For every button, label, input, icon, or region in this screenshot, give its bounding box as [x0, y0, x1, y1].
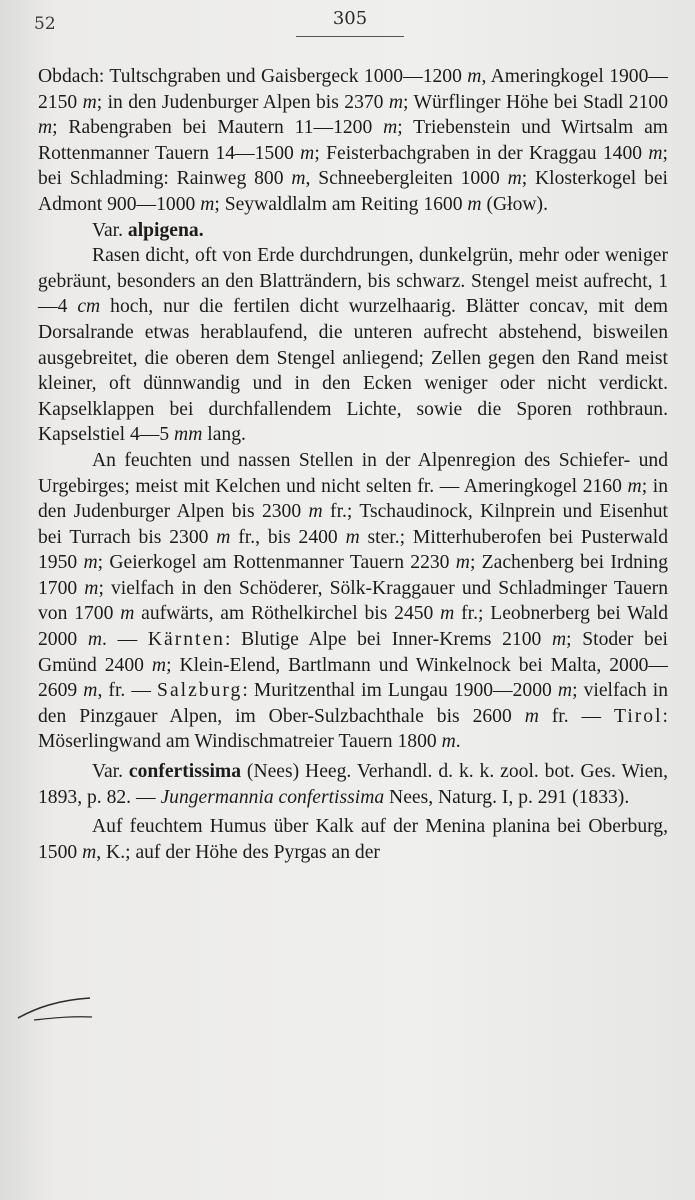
text-run: ; Rabengraben bei Mautern 11—1200	[52, 117, 384, 139]
text-run: , K.; auf der Höhe des Pyrgas an der	[96, 841, 380, 863]
text-run: m	[200, 193, 215, 215]
text-run: m	[627, 475, 642, 497]
text-run: m	[648, 142, 663, 164]
text-run: : Möserlingwand am Windischmatreier Tauern 1800	[38, 705, 668, 753]
text-run: m	[455, 552, 470, 574]
text-run: alpigena.	[127, 219, 204, 241]
text-run: ; vielfach in den Pinzgauer Alpen, im Ober-Sulzbachthale bis 2600	[38, 680, 669, 727]
paragraph-locality-list	[38, 64, 668, 218]
corner-number: 52	[34, 14, 56, 34]
text-run: m	[383, 117, 398, 139]
paragraph-var-alpigena-description	[38, 243, 668, 448]
text-run: ; Geierkogel am Rottenmanner Tauern 2230	[97, 552, 456, 574]
text-run: , Schneebergleiten 1000	[305, 168, 508, 190]
text-run: Nees, Naturg. I, p. 291 (1833).	[384, 786, 630, 808]
text-run: ; vielfach in den Schöderer, Sölk-Kraggauer und Schladminger Tauern von 1700	[38, 577, 668, 625]
text-run: m	[507, 168, 522, 190]
text-run: ; Klosterkogel bei Admont 900—1000	[38, 168, 669, 215]
text-run: An feuchten und nassen Stellen in der Alpenregion des Schiefer- und Urgebirges; meist mit Kelchen und nicht selten fr. — Ameringkogel 2160	[38, 449, 668, 497]
text-run: ; in den Judenburger Alpen bis 2370	[96, 91, 389, 113]
text-run: Kärnten	[147, 629, 225, 651]
paragraph-confertissima-habitat	[38, 814, 668, 865]
text-run: Tirol	[614, 705, 663, 727]
text-run: m	[551, 629, 567, 651]
text-run: ; Stoder bei Gmünd 2400	[38, 629, 668, 676]
text-run: m	[308, 501, 323, 523]
text-run: confertissima	[128, 761, 242, 783]
text-run: , fr. —	[97, 680, 158, 702]
text-run: m	[467, 66, 482, 87]
text-run: ; Zachenberg bei Irdning 1700	[38, 552, 668, 599]
pen-annotation-mark	[14, 992, 114, 1032]
text-run: m	[441, 731, 456, 753]
text-run: m	[524, 705, 539, 727]
text-run: m	[216, 526, 231, 548]
text-run: fr.; Leobnerberg bei Wald 2000	[38, 603, 669, 651]
body-text	[38, 64, 668, 865]
text-run: aufwärts, am Röthelkirchel bis 2450	[134, 603, 441, 625]
text-run: cm	[77, 296, 101, 318]
text-run: mm	[174, 424, 203, 446]
text-run: , Ameringkogel 1900—2150	[38, 66, 668, 113]
page-number-rule	[296, 36, 404, 37]
text-run: ; Klein-Elend, Bartlmann und Winkelnock bei Malta, 2000—2609	[38, 654, 669, 702]
text-run: ster.; Mitterhuberofen bei Pusterwald 1950	[38, 526, 668, 574]
text-run: m	[388, 91, 404, 113]
text-run: Var.	[92, 761, 129, 783]
text-run: fr. —	[538, 705, 615, 727]
text-run: m	[120, 603, 135, 625]
text-run: m	[82, 91, 97, 113]
text-run: fr., bis 2400	[230, 526, 346, 548]
text-run: ; Seywaldlalm am Reiting 1600	[214, 193, 468, 215]
paragraph-var-alpigena-habitat	[38, 448, 668, 755]
text-run: (Nees) Heeg. Verhandl. d. k. k. zool. bot. Ges. Wien, 1893, p. 82. —	[38, 761, 668, 808]
text-run: Var.	[92, 219, 128, 241]
text-run: lang.	[202, 424, 246, 446]
text-run: m	[83, 680, 98, 702]
text-run: m	[300, 142, 315, 164]
text-run: m	[82, 841, 97, 863]
paragraph-var-alpigena-heading	[38, 218, 668, 244]
text-run: fr.; Tschaudinock, Kilnprein und Eisenhut bei Turrach bis 2300	[38, 501, 668, 548]
text-run: Obdach: Tultschgraben und Gaisbergeck 1000—1200	[38, 66, 468, 87]
text-run: ; bei Schladming: Rainweg 800	[38, 142, 668, 190]
text-run: hoch, nur die fertilen dicht wurzelhaarig. Blätter concav, mit dem Dorsalrande etwas herablaufend, die unteren aufrecht abstehend, bisweilen ausgebreitet, die oberen dem Stengel anliegend; Zellen gegen den Rand meist kleiner, oft dünnwandig und in den Ecken weniger oder nicht verdickt. Kapselklappen bei durchfallendem Lichte, sowie die Sporen rothbraun. Kapselstiel 4—5	[38, 296, 668, 446]
text-run: .	[455, 731, 461, 753]
text-run: m	[84, 577, 99, 599]
text-run: m	[557, 680, 573, 702]
page-number: 305	[332, 8, 368, 29]
text-run: Jungermannia confertissima	[160, 786, 385, 808]
text-run: (Głow).	[481, 193, 548, 215]
text-run: m	[83, 552, 98, 574]
text-run: ; Triebenstein und Wirtsalm am Rottenmanner Tauern 14—1500	[38, 117, 669, 164]
text-run: : Muritzenthal im Lungau 1900—2000	[242, 680, 558, 702]
text-run: Auf feuchtem Humus über Kalk auf der Menina planina bei Oberburg, 1500	[38, 816, 668, 863]
text-run: m	[87, 629, 103, 651]
paragraph-var-confertissima	[38, 759, 668, 810]
text-run: m	[38, 117, 53, 139]
text-run: ; in den Judenburger Alpen bis 2300	[38, 475, 668, 523]
text-run: m	[291, 168, 306, 190]
text-run: ; Würflinger Höhe bei Stadl 2100	[403, 91, 668, 113]
text-run: Salzburg	[157, 680, 243, 702]
text-run: m	[345, 526, 360, 548]
text-run: : Blutige Alpe bei Inner-Krems 2100	[224, 629, 552, 651]
text-run: . —	[102, 629, 148, 651]
text-run: ; Feisterbachgraben in der Kraggau 1400	[314, 142, 649, 164]
text-run: m	[151, 654, 167, 676]
text-run: m	[467, 193, 482, 215]
text-run: Rasen dicht, oft von Erde durchdrungen, dunkelgrün, mehr oder weniger gebräunt, besonders an den Blatträndern, bis schwarz. Stengel meist aufrecht, 1—4	[38, 245, 668, 318]
text-run: m	[440, 603, 455, 625]
